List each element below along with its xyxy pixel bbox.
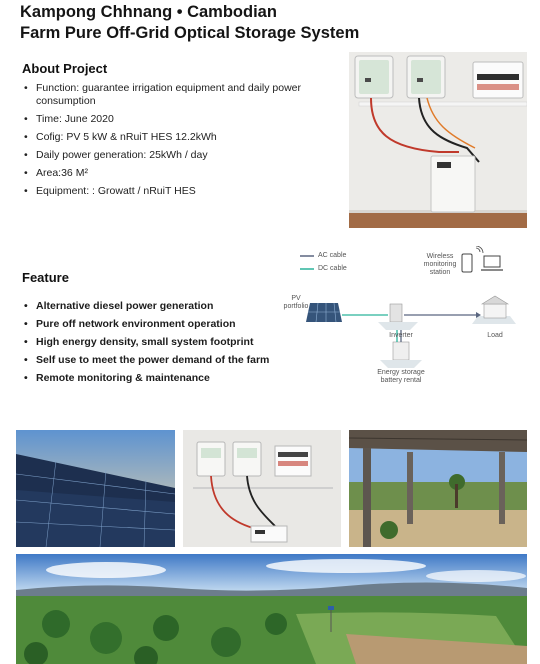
title-line-2: Farm Pure Off-Grid Optical Storage System xyxy=(20,24,360,42)
monitoring-devices-icon xyxy=(462,246,503,272)
installation-photo xyxy=(349,52,527,228)
storage-label: Energy storage battery rental xyxy=(377,369,425,384)
feature-item-diesel: • Alternative diesel power generation xyxy=(22,300,302,313)
pv-label: PV portfolio xyxy=(283,295,309,310)
inverter-wall-photo xyxy=(183,430,341,547)
about-list xyxy=(22,82,342,203)
feature-list xyxy=(22,300,302,390)
load-label: Load xyxy=(487,332,503,339)
feature-heading: Feature xyxy=(22,270,69,285)
feature-item-energy-density: • High energy density, small system footprint xyxy=(22,336,302,349)
about-item-config: • Cofig: PV 5 kW & nRuiT HES 12.2kWh xyxy=(22,131,342,144)
feature-item-remote: • Remote monitoring & maintenance xyxy=(22,372,302,385)
inverter-icon xyxy=(378,304,418,330)
farm-shelter-photo xyxy=(349,430,527,547)
system-diagram xyxy=(280,246,530,386)
feature-item-self-use: • Self use to meet the power demand of the farm xyxy=(22,354,302,367)
about-item-time: • Time: June 2020 xyxy=(22,113,342,126)
page-title xyxy=(20,2,359,44)
about-item-area: • Area:36 M² xyxy=(22,167,342,180)
title-line-1: Kampong Chhnang • Cambodian xyxy=(20,3,277,21)
farm-panorama-illustration xyxy=(16,554,527,664)
farm-shelter-illustration xyxy=(349,430,527,547)
feature-item-off-network: • Pure off network environment operation xyxy=(22,318,302,331)
legend-dc-label: DC cable xyxy=(318,265,347,272)
inverter-wall-illustration xyxy=(183,430,341,547)
installation-photo-illustration xyxy=(349,52,527,228)
farm-panorama-photo xyxy=(16,554,527,664)
solar-roof-illustration xyxy=(16,430,175,547)
solar-roof-photo xyxy=(16,430,175,547)
about-item-daily-generation: • Daily power generation: 25kWh / day xyxy=(22,149,342,162)
inverter-label: Inverter xyxy=(389,332,413,339)
monitoring-label: Wireless monitoring station xyxy=(423,253,457,276)
battery-icon xyxy=(380,342,422,368)
about-heading: About Project xyxy=(22,61,108,76)
about-item-function: • Function: guarantee irrigation equipment and daily power consumption xyxy=(22,82,342,108)
load-house-icon xyxy=(472,296,516,324)
about-item-equipment: • Equipment: : Growatt / nRuiT HES xyxy=(22,185,342,198)
legend-ac-label: AC cable xyxy=(318,252,347,259)
